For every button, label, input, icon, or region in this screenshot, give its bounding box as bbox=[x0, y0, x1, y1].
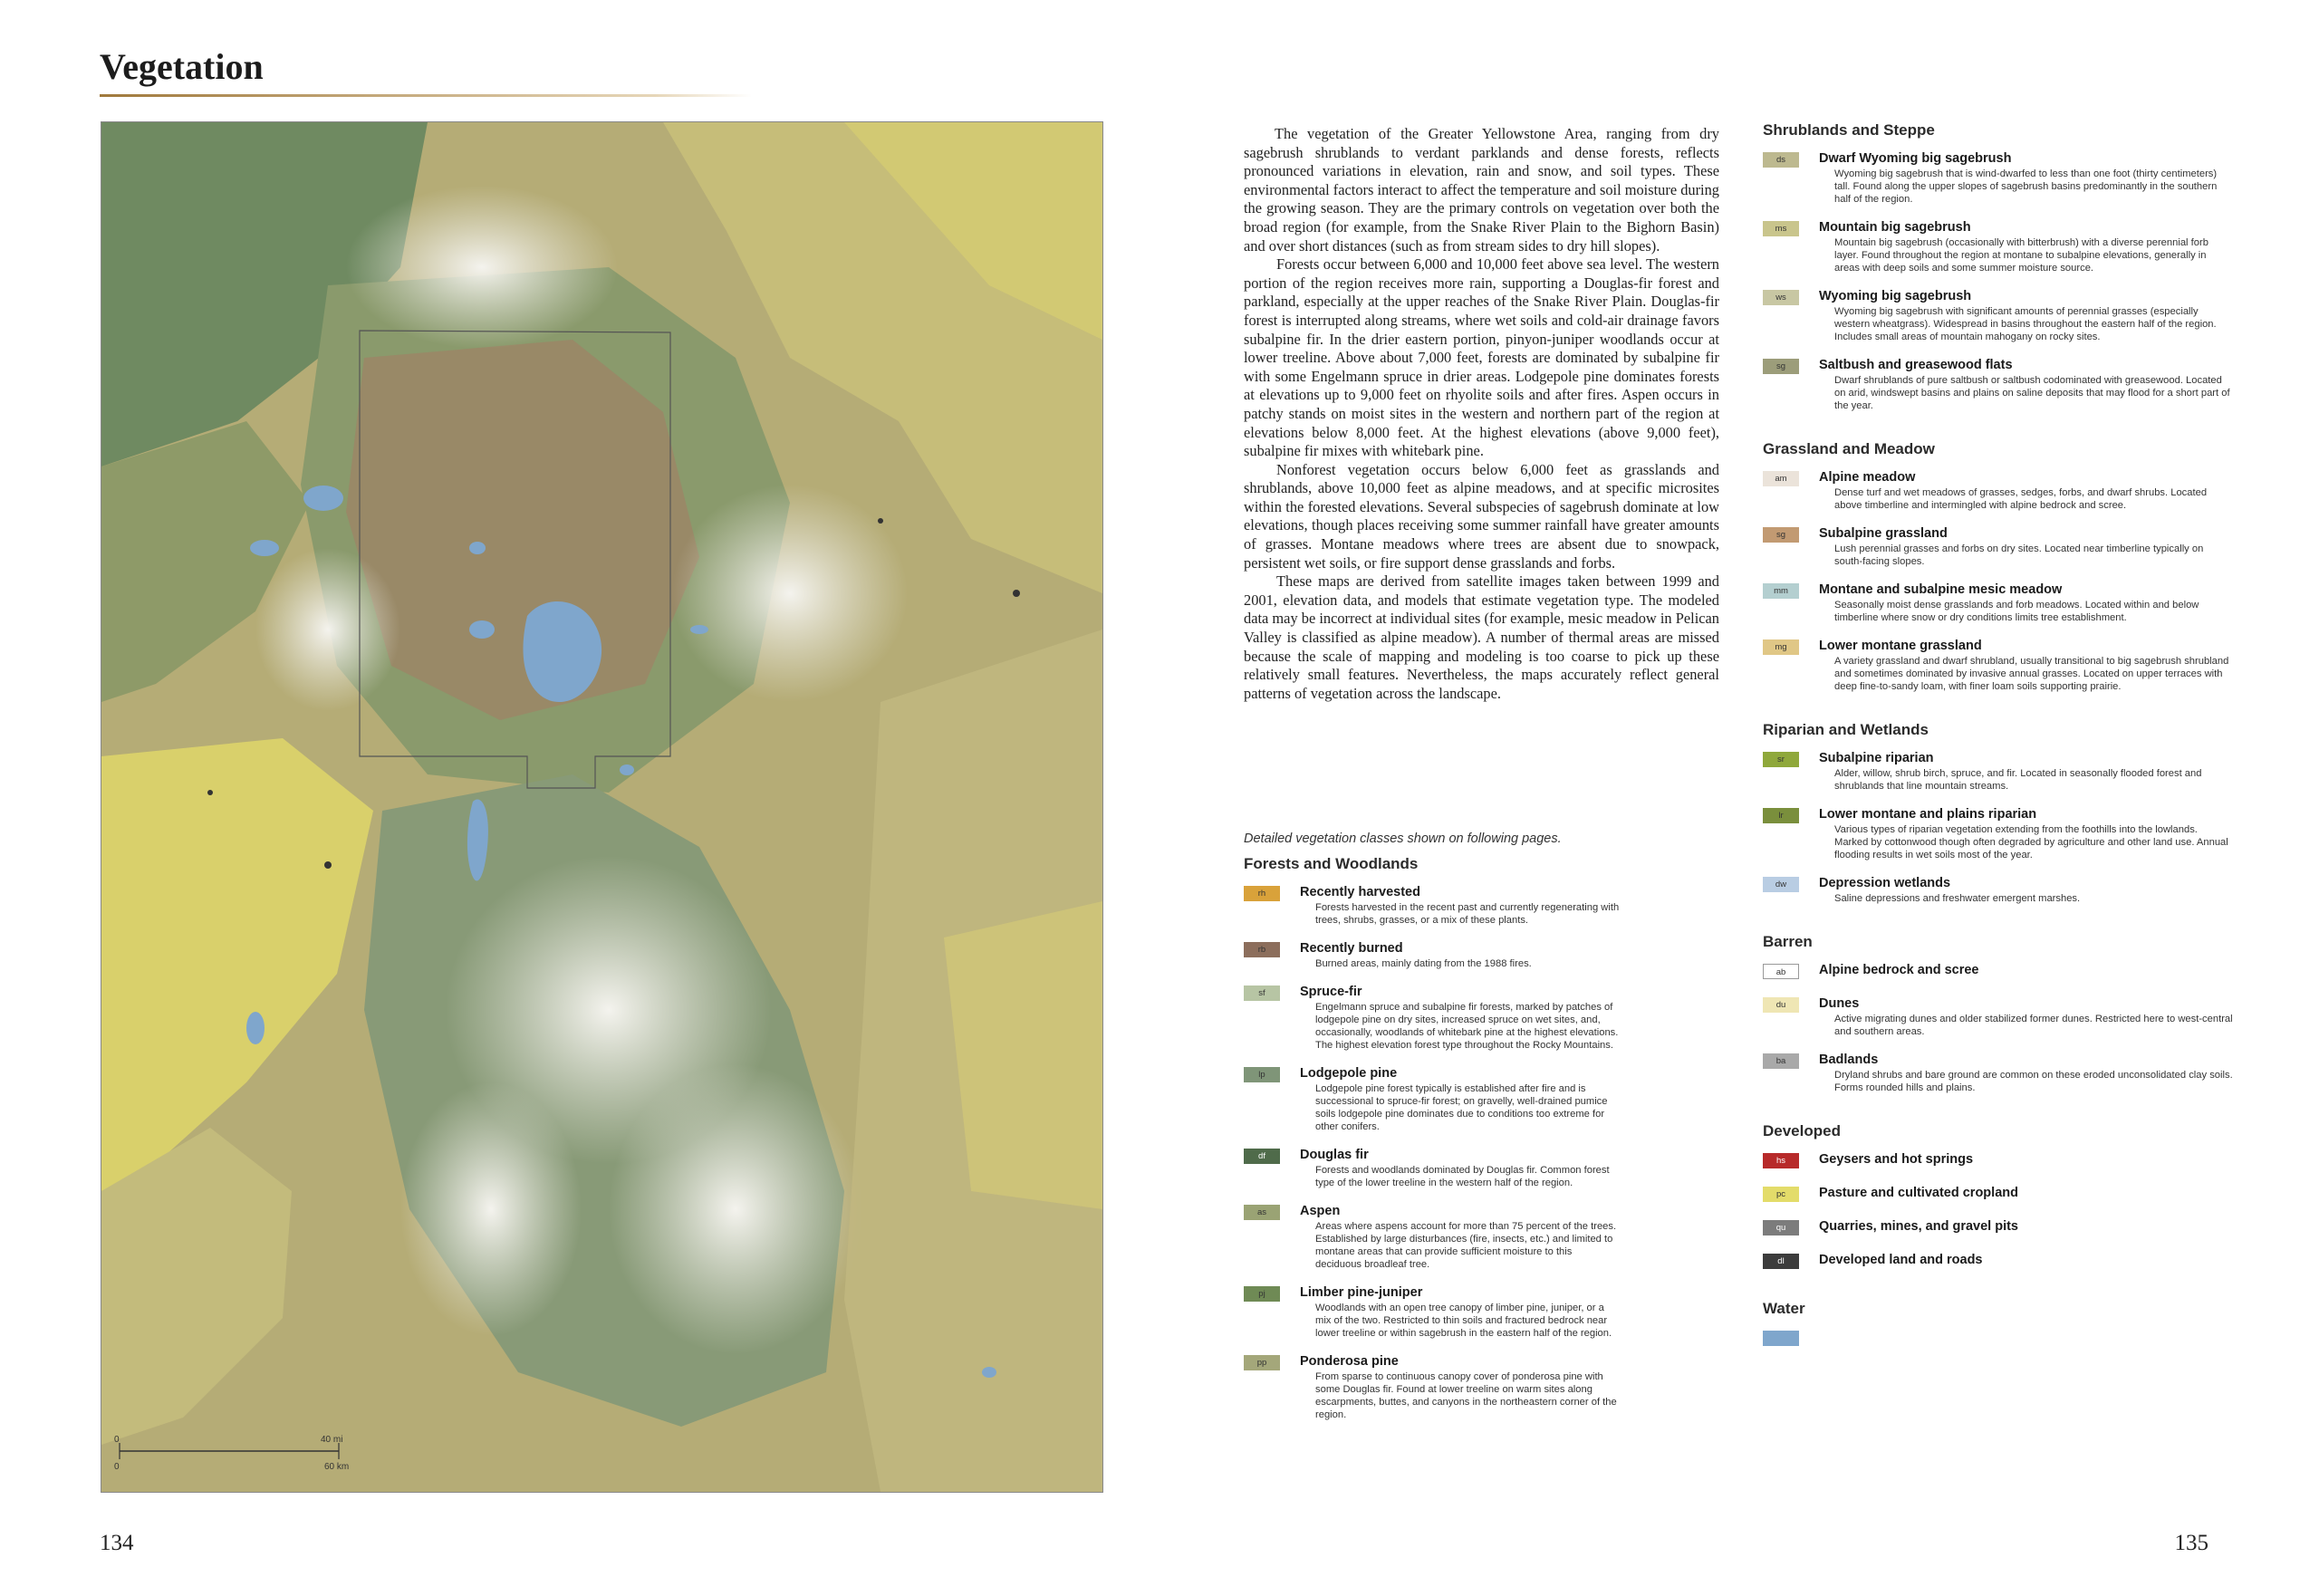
map-svg bbox=[101, 122, 1102, 1492]
legend-heading: Grassland and Meadow bbox=[1763, 440, 1935, 457]
legend-item bbox=[1763, 525, 2234, 568]
legend-item bbox=[1763, 638, 2234, 693]
legend-swatch: qu bbox=[1763, 1220, 1799, 1235]
legend-swatch: ms bbox=[1763, 221, 1799, 236]
snow-beartooth bbox=[672, 485, 908, 702]
legend-item bbox=[1763, 1052, 2234, 1094]
small-lake-3 bbox=[246, 1012, 265, 1044]
legend-item-name: Dunes bbox=[1819, 996, 1860, 1011]
legend-spacer bbox=[1763, 1108, 2234, 1122]
legend-item-description: Wyoming big sagebrush that is wind-dwarfed to less than one foot (thirty centimeters) tall. Found along the upper slopes of sagebrush basins predominantly in the southern half of the region. bbox=[1834, 168, 2218, 205]
legend-item bbox=[1763, 288, 2234, 343]
intro-paragraph: The vegetation of the Greater Yellowstone Area, ranging from dry sagebrush shrublands to verdant parklands and dense forests, reflects pronounced variations in elevation, rain and snow, and soil types. These environmental factors interact to affect the temperature and soil moisture during the growing season. They are the primary controls on vegetation over both the broad region (for example, from the Snake River Plain to the Bighorn Basin) and over short distances (such as from stream sides to dry hill slopes). bbox=[1244, 125, 1719, 255]
legend-item-name: Depression wetlands bbox=[1819, 876, 1951, 890]
legend-item-name: Alpine bedrock and scree bbox=[1819, 963, 1979, 977]
legend-item-name: Lower montane and plains riparian bbox=[1819, 807, 2037, 822]
legend-item bbox=[1763, 962, 2234, 982]
intro-paragraph: Forests occur between 6,000 and 10,000 feet above sea level. The western portion of the region receives more rain, supporting a Douglas-fir forest and parkland, especially at the upper reaches of the Snake River Plain. Douglas-fir forest is interrupted along streams, where wet soils and cold-air drainage favors subalpine fir. In the drier eastern portion, pinyon-juniper woodlands occur at lower treeline. Above about 7,000 feet, forests are dominated by subalpine fir with some Engelmann spruce in drier areas. Lodgepole pine dominates forests at elevations up to 9,000 feet on rhyolite soils and after fires. Aspen occurs in patchy stands on moist sites in the western and northern part of the region at elevations below 8,000 feet. At the highest elevations (above 9,000 feet), subalpine fir mixes with whitebark pine. bbox=[1244, 255, 1719, 460]
small-lake-4 bbox=[982, 1367, 996, 1378]
snow-west bbox=[255, 548, 400, 711]
legend-item-description: Active migrating dunes and older stabilized former dunes. Restricted here to west-central and southern areas. bbox=[1834, 1014, 2233, 1037]
legend-group-barren bbox=[1763, 933, 2234, 1122]
legend-swatch: ds bbox=[1763, 152, 1799, 168]
legend-item bbox=[1763, 357, 2234, 412]
legend-swatch: ab bbox=[1763, 964, 1799, 979]
legend-swatch: sr bbox=[1763, 752, 1799, 767]
legend-item-description: Lush perennial grasses and forbs on dry sites. Located near timberline typically on south-facing slopes. bbox=[1834, 543, 2204, 567]
legend-item-name: Dwarf Wyoming big sagebrush bbox=[1819, 151, 2012, 166]
legend-item-description: Woodlands with an open tree canopy of limber pine, juniper, or a mix of the two. Restricted to thin soils and fractured bedrock near lower treeline or within sagebrush in the eastern half of the region. bbox=[1315, 1303, 1612, 1339]
legend-item-name: Ponderosa pine bbox=[1300, 1354, 1399, 1369]
legend-item bbox=[1244, 1203, 1620, 1271]
small-lake-1 bbox=[620, 764, 634, 775]
snow-north bbox=[346, 186, 618, 349]
shoshone-lake bbox=[469, 620, 495, 639]
page-number-left: 134 bbox=[100, 1531, 134, 1555]
legend-spacer bbox=[1763, 426, 2234, 440]
legend-swatch: mg bbox=[1763, 639, 1799, 655]
legend-item-description: Saline depressions and freshwater emergent marshes. bbox=[1834, 893, 2081, 904]
legend-item-name: Spruce-fir bbox=[1300, 985, 1362, 999]
legend-item bbox=[1763, 875, 2234, 905]
town-marker bbox=[207, 790, 213, 795]
legend-item-description: Alder, willow, shrub birch, spruce, and fir. Located in seasonally flooded forest and shrublands that line mountain streams. bbox=[1834, 768, 2202, 792]
scale-zero-top: 0 bbox=[114, 1435, 120, 1445]
legend-swatch: df bbox=[1244, 1149, 1280, 1164]
legend-column-right bbox=[1763, 121, 2234, 1377]
legend-item-name: Wyoming big sagebrush bbox=[1819, 289, 1972, 303]
legend-item bbox=[1763, 469, 2234, 512]
legend-item-description: Seasonally moist dense grasslands and forb meadows. Located within and below timberline where snow or dry conditions limits tree establishment. bbox=[1834, 600, 2199, 623]
legend-item-name: Badlands bbox=[1819, 1053, 1879, 1067]
legend-item-name: Douglas fir bbox=[1300, 1148, 1369, 1162]
legend-item-description: Dryland shrubs and bare ground are common on these eroded unconsolidated clay soils. Forms rounded hills and plains. bbox=[1834, 1070, 2233, 1093]
legend-item-name: Quarries, mines, and gravel pits bbox=[1819, 1219, 2018, 1234]
legend-swatch bbox=[1763, 1331, 1799, 1346]
legend-swatch: rb bbox=[1244, 942, 1280, 957]
legend-item-description: Dwarf shrublands of pure saltbush or saltbush codominated with greasewood. Located on arid, windswept basins and plains on saline deposits that may flood for a short part of the year. bbox=[1834, 375, 2230, 411]
legend-item bbox=[1763, 750, 2234, 793]
legend-item-name: Recently burned bbox=[1300, 941, 1403, 956]
legend-swatch: sg bbox=[1763, 527, 1799, 543]
legend-group-grassland bbox=[1763, 440, 2234, 721]
legend-item bbox=[1244, 1353, 1620, 1421]
legend-item-name: Mountain big sagebrush bbox=[1819, 220, 1971, 235]
legend-item bbox=[1244, 1065, 1620, 1133]
legend-heading: Riparian and Wetlands bbox=[1763, 721, 1929, 738]
legend-item-name: Recently harvested bbox=[1300, 885, 1420, 899]
legend-item bbox=[1244, 1147, 1620, 1189]
legend-spacer bbox=[1244, 1435, 1620, 1449]
legend-spacer bbox=[1763, 1285, 2234, 1300]
legend-swatch: as bbox=[1244, 1205, 1280, 1220]
legend-item-description: Lodgepole pine forest typically is established after fire and is successional to spruce-fir forest; on gravelly, well-drained pumice soils lodgepole pine dominates due to conditions too extreme for other conifers. bbox=[1315, 1083, 1608, 1132]
legend-swatch: rh bbox=[1244, 886, 1280, 901]
legend-item-name: Aspen bbox=[1300, 1204, 1341, 1218]
legend-group-forests bbox=[1244, 855, 1620, 1449]
legend-item bbox=[1763, 1151, 2234, 1171]
legend-item bbox=[1763, 1218, 2234, 1238]
legend-item bbox=[1763, 150, 2234, 206]
legend-item bbox=[1244, 884, 1620, 927]
legend-item bbox=[1244, 984, 1620, 1052]
legend-spacer bbox=[1763, 1362, 2234, 1377]
legend-swatch: mm bbox=[1763, 583, 1799, 599]
vegetation-map bbox=[101, 121, 1103, 1493]
small-lake-2 bbox=[690, 625, 708, 634]
legend-item-description: Forests and woodlands dominated by Douglas fir. Common forest type of the lower treeline in the western half of the region. bbox=[1315, 1165, 1610, 1188]
legend-spacer bbox=[1763, 918, 2234, 933]
legend-item-name: Developed land and roads bbox=[1819, 1253, 1983, 1267]
legend-swatch: du bbox=[1763, 997, 1799, 1013]
legend-item-description: Dense turf and wet meadows of grasses, sedges, forbs, and dwarf shrubs. Located above timberline and intermingled with alpine bedrock and scree. bbox=[1834, 487, 2208, 511]
legend-swatch: ws bbox=[1763, 290, 1799, 305]
legend-swatch: lr bbox=[1763, 808, 1799, 823]
page-title: Vegetation bbox=[100, 46, 264, 87]
town-marker bbox=[1013, 590, 1020, 597]
legend-item bbox=[1763, 806, 2234, 861]
legend-item bbox=[1244, 940, 1620, 970]
legend-swatch: pp bbox=[1244, 1355, 1280, 1370]
legend-item-name: Alpine meadow bbox=[1819, 470, 1916, 485]
legend-item bbox=[1763, 219, 2234, 274]
legend-item-name: Lodgepole pine bbox=[1300, 1066, 1398, 1081]
legend-item-description: Forests harvested in the recent past and currently regenerating with trees, shrubs, grasses, or a mix of these plants. bbox=[1315, 902, 1620, 926]
legend-spacer bbox=[1763, 707, 2234, 721]
legend-group-developed bbox=[1763, 1122, 2234, 1300]
legend-heading: Forests and Woodlands bbox=[1244, 855, 1419, 872]
legend-item-description: Areas where aspens account for more than 75 percent of the trees. Established by large disturbances (fire, insects, etc.) and limited to montane areas that can provide sufficient moisture to this deciduous broadleaf tree. bbox=[1315, 1221, 1617, 1270]
legend-swatch: dw bbox=[1763, 877, 1799, 892]
legend-group-shrublands bbox=[1763, 121, 2234, 440]
legend-swatch: ba bbox=[1763, 1053, 1799, 1069]
legend-swatch: am bbox=[1763, 471, 1799, 486]
legend-item-name: Montane and subalpine mesic meadow bbox=[1819, 582, 2063, 597]
legend-swatch: sf bbox=[1244, 985, 1280, 1001]
following-pages-note: Detailed vegetation classes shown on following pages. bbox=[1244, 832, 1562, 846]
scale-zero-bottom: 0 bbox=[114, 1462, 120, 1472]
legend-item-name: Subalpine grassland bbox=[1819, 526, 1948, 541]
town-marker bbox=[878, 518, 883, 524]
legend-column-left bbox=[1244, 855, 1620, 1449]
lewis-lake bbox=[469, 542, 486, 554]
legend-item-description: From sparse to continuous canopy cover of ponderosa pine with some Douglas fir. Found at lower treeline on warm sites along escarpments, buttes, and canyons in the northeastern corner of the region. bbox=[1315, 1371, 1617, 1420]
legend-item-description: Burned areas, mainly dating from the 1988 fires. bbox=[1315, 958, 1532, 969]
legend-heading: Shrublands and Steppe bbox=[1763, 121, 1935, 139]
legend-heading: Developed bbox=[1763, 1122, 1841, 1139]
legend-item-description: Engelmann spruce and subalpine fir forests, marked by patches of lodgepole pine on dry sites, increased spruce on wet sites, and, occasionally, woodlands of whitebark pine at the highest elevations. The highest elevation forest type throughout the Rocky Mountains. bbox=[1315, 1002, 1619, 1051]
legend-swatch: pc bbox=[1763, 1187, 1799, 1202]
legend-item bbox=[1244, 1284, 1620, 1340]
legend-swatch: dl bbox=[1763, 1254, 1799, 1269]
legend-item bbox=[1763, 1252, 2234, 1272]
legend-item-description: Various types of riparian vegetation extending from the foothills into the lowlands. Marked by cottonwood though often degraded by agriculture and other land use. Annual flooding results in wet soils most of the year. bbox=[1834, 824, 2228, 860]
scale-miles-label: 40 mi bbox=[321, 1435, 343, 1445]
legend-item-name: Limber pine-juniper bbox=[1300, 1285, 1423, 1300]
snow-wyoming-range bbox=[400, 1082, 582, 1336]
page-number-right: 135 bbox=[2174, 1531, 2208, 1555]
legend-item bbox=[1763, 1185, 2234, 1205]
town-marker bbox=[324, 861, 332, 869]
legend-item-description: Mountain big sagebrush (occasionally with bitterbrush) with a diverse perennial forb layer. Found throughout the region at montane to subalpine elevations, generally in areas with deep soils and some summer moisture source. bbox=[1834, 237, 2208, 274]
legend-item-name: Subalpine riparian bbox=[1819, 751, 1934, 765]
intro-paragraph: These maps are derived from satellite images taken between 1999 and 2001, elevation data, and models that estimate vegetation type. The modeled data may be incorrect at individual sites (for example, mesic meadow in Pelican Valley is classified as alpine meadow). A number of thermal areas are missed because the scale of mapping and modeling is too coarse to pick up these relatively small features. Nevertheless, the maps accurately reflect general patterns of vegetation across the landscape. bbox=[1244, 572, 1719, 702]
legend-item-name: Pasture and cultivated cropland bbox=[1819, 1186, 2018, 1200]
legend-heading: Water bbox=[1763, 1300, 1805, 1317]
legend-group-water bbox=[1763, 1300, 2234, 1377]
legend-swatch: sg bbox=[1763, 359, 1799, 374]
legend-swatch: hs bbox=[1763, 1153, 1799, 1168]
legend-item-name: Lower montane grassland bbox=[1819, 639, 1982, 653]
legend-item-name: Saltbush and greasewood flats bbox=[1819, 358, 2013, 372]
title-rule bbox=[100, 94, 752, 97]
intro-text bbox=[1244, 125, 1719, 703]
snow-south bbox=[609, 1064, 862, 1354]
legend-item bbox=[1763, 995, 2234, 1038]
legend-swatch: lp bbox=[1244, 1067, 1280, 1082]
legend-item-description: Wyoming big sagebrush with significant amounts of perennial grasses (especially western wheatgrass). Widespread in basins throughout the eastern half of the region. Includes small areas of mountain mahogany on rocky sites. bbox=[1834, 306, 2217, 342]
legend-item bbox=[1763, 1329, 2234, 1349]
legend-item bbox=[1763, 582, 2234, 624]
scale-km-label: 60 km bbox=[324, 1462, 350, 1472]
intro-paragraph: Nonforest vegetation occurs below 6,000 feet as grasslands and shrublands, above 10,000 feet as alpine meadows, and at specific microsites within the forested elevations. Several subspecies of sagebrush dominate at low elevations, though places receiving some summer rainfall have greater amounts of grasses. Montane meadows where trees are absent due to snowpack, persistent wet soils, or fire support dense grasslands and forbs. bbox=[1244, 460, 1719, 572]
hebgen-lake bbox=[303, 486, 343, 511]
legend-heading: Barren bbox=[1763, 933, 1813, 950]
legend-swatch: pj bbox=[1244, 1286, 1280, 1302]
legend-group-riparian bbox=[1763, 721, 2234, 933]
legend-item-name: Geysers and hot springs bbox=[1819, 1152, 1974, 1167]
legend-item-description: A variety grassland and dwarf shrubland, usually transitional to big sagebrush shrubland and sometimes dominated by invasive annual grasses. Located on upper terraces with deep fine-to-sandy loam, with finer loam soils supporting prairie. bbox=[1834, 656, 2229, 692]
henrys-lake bbox=[250, 540, 279, 556]
